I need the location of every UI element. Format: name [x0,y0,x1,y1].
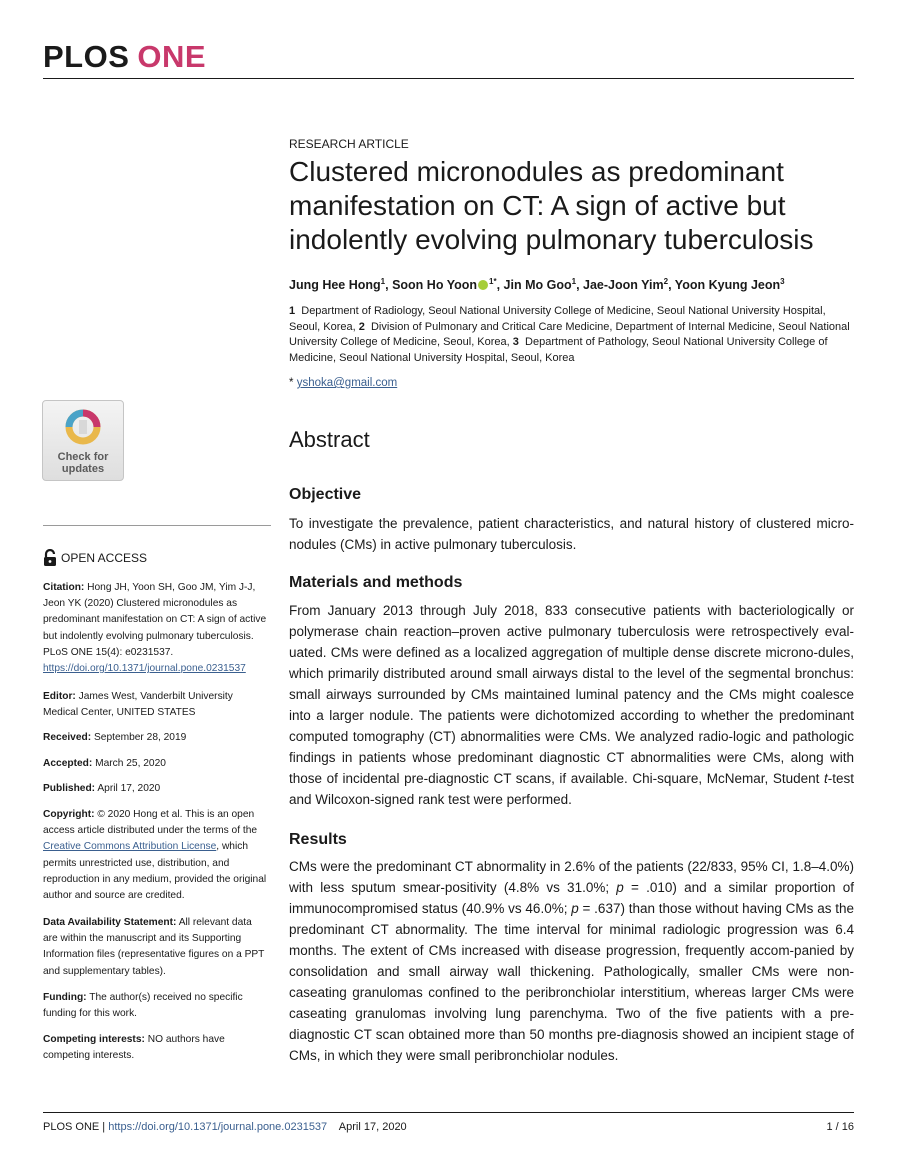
header-rule [43,78,854,79]
results-text [289,856,854,1066]
corresponding-email [289,377,397,389]
received-label: Received: [43,732,92,743]
published-date: April 17, 2020 [97,783,161,794]
affiliation-number: 3 [512,336,519,348]
published-label: Published: [43,783,96,794]
funding-label: Funding: [43,992,87,1003]
author-affiliation: 1 [380,277,386,286]
journal-logo [43,40,206,74]
methods-text-part: -test and Wilcoxon-signed rank test were performed. [289,771,854,807]
affiliation-text: Division of Pulmonary and Critical Care Medicine, Department of Internal Medicine, Seoul National University College of Medicine, Seoul, Korea, [289,320,850,348]
article-title: Clustered micronodules as predominant manifestation on CT: A sign of active but indolently evolving pulmonary tuberculosis [289,156,814,255]
author-name[interactable]: Jung Hee Hong [289,278,381,293]
accepted-block [43,756,269,772]
received-date: September 28, 2019 [93,732,187,743]
author-name[interactable]: Soon Ho Yoon [392,278,478,293]
sidebar-divider [43,525,271,526]
competing-interests-text: NO authors have competing interests. [43,1034,225,1062]
affiliation-number: 1 [289,305,296,317]
footer-rule [43,1112,854,1113]
affiliations [289,304,854,366]
citation-text: Hong JH, Yoon SH, Goo JM, Yim J-J, Jeon YK (2020) Clustered micronodules as predominant manifestation on CT: A sign of active but indolently evolving pulmonary tuberculosis. PLoS ONE 15(4): e0231537. [43,582,267,658]
abstract-heading: Abstract [289,427,370,452]
editor-label: Editor: [43,691,76,702]
check-for-updates-badge[interactable] [42,400,124,481]
methods-heading: Materials and methods [289,574,463,591]
license-link[interactable]: Creative Commons Attribution License [43,841,217,853]
author-affiliation: 2 [663,277,669,286]
author-name[interactable]: Yoon Kyung Jeon [674,278,781,293]
results-text-part: = .637) than those without having CMs as the predominant CT abnormality. The time interval for minimal radiologic progression was 6.4 months. The extent of CMs increased with disease progression, frequently accom-panied by consolidation and small airway wall thickening. Pathologically, smaller CMs were non-caseating granulomas confined to the peribronchiolar interstitium, whereas larger CMs were caseating granulomas involving lung parenchyma. Two of the five patients with a pre-diagnostic CT scan obtained more than 50 months pre-diagnosis showed an incipient stage of CMs, in which they were small peribronchiolar nodules. [289,901,854,1063]
results-text-part: CMs were the predominant CT abnormality in 2.6% of the patients (22/833, 95% CI, 1.8–4.0%) with less sputum smear-positivity (4.8% vs 31.0%; [289,859,854,895]
orcid-icon[interactable] [478,280,488,290]
footer-doi-link[interactable]: https://doi.org/10.1371/journal.pone.0231537 [108,1121,328,1133]
copyright-text-end: , which permits unrestricted use, distribution, and reproduction in any medium, provided the original author and source are credited. [43,841,267,902]
methods-text [289,600,854,810]
results-p-symbol: p [571,901,579,916]
corresponding-marker: * [289,377,294,389]
results-p-symbol: p [616,880,624,895]
footer-journal: PLOS ONE | [43,1121,106,1133]
competing-interests-block [43,1032,269,1064]
results-text-part: = .010) and a similar proportion of immunocompromised status (40.9% vs 46.0%; [289,880,854,916]
open-access [43,549,147,566]
check-for-updates-label [43,451,123,475]
author-affiliation: 1* [489,277,497,286]
editor-text: James West, Vanderbilt University Medical Center, UNITED STATES [43,691,233,719]
received-block [43,730,269,746]
badge-line-2: updates [61,463,105,475]
footer [43,1121,407,1133]
funding-block [43,990,269,1022]
affiliation-text: Department of Pathology, Seoul National University College of Medicine, Seoul National University Hospital, Seoul, Korea [289,336,828,364]
article-type: RESEARCH ARTICLE [289,137,409,151]
author-list: Jung Hee Hong$^1$, Soon Ho Yoon $^{1*}$, Jin Mo Goo$^1$, Jae-Joon Yim$^2$, Yoon Kyung Jeon$^3$ [289,277,785,293]
page-number: 1 / 16 [826,1121,854,1133]
author-affiliation: 1 [571,277,577,286]
objective-heading: Objective [289,486,362,503]
badge-line-1: Check for [57,451,109,463]
data-availability-label: Data Availability Statement: [43,917,177,928]
journal-logo-plos: PLOS [43,39,130,74]
footer-date: April 17, 2020 [338,1121,407,1133]
citation-doi-link[interactable]: https://doi.org/10.1371/journal.pone.0231537 [43,663,246,675]
data-availability-text: All relevant data are within the manuscript and its Supporting Information files (representative figures on a PPT and supplementary tables). [43,917,265,977]
accepted-label: Accepted: [43,758,93,769]
citation-label: Citation: [43,582,85,593]
editor-block [43,689,269,721]
published-block [43,781,269,797]
citation-block [43,580,269,677]
check-for-updates-icon [64,408,102,446]
open-access-label: OPEN ACCESS [61,550,148,565]
copyright-text: © 2020 Hong et al. This is an open access article distributed under the terms of the [43,809,258,837]
author-name[interactable]: Jae-Joon Yim [583,278,664,293]
copyright-block [43,807,269,904]
journal-logo-one: ONE [137,39,207,74]
affiliation-text: Department of Radiology, Seoul National University College of Medicine, Seoul National University Hospital, Seoul, Korea, [289,305,826,333]
email-link[interactable]: yshoka@gmail.com [296,377,398,389]
funding-text: The author(s) received no specific funding for this work. [43,992,243,1020]
copyright-label: Copyright: [43,809,95,820]
competing-interests-label: Competing interests: [43,1034,145,1045]
data-availability-block [43,915,269,980]
author-name[interactable]: Jin Mo Goo [503,278,572,293]
objective-text: To investigate the prevalence, patient characteristics, and natural history of clustered micro-nodules (CMs) in active pulmonary tuberculosis. [289,516,854,552]
affiliation-number: 2 [358,320,365,333]
accepted-date: March 25, 2020 [95,758,166,769]
open-lock-icon [43,549,57,566]
methods-t-symbol: t [823,771,828,786]
results-heading: Results [289,831,347,848]
author-affiliation: 3 [780,277,785,286]
methods-text-part: From January 2013 through July 2018, 833 consecutive patients with bacteriologically or polymerase chain reaction–proven active pulmonary tuberculosis were retrospectively eval-uated. CMs were defined as a localized aggregation of multiple dense discrete microno-dules, which primarily distributed around small airways distal to the level of the segmental bronchus: small airways surrounded by CMs maintained luminal patency and the CMs might coalesce into a larger nodule. The patients were dichotomized according to whether the predominant computed tomography (CT) abnormalities were CMs. We analyzed radio-logic and pathologic findings in patients whose predominant diagnostic CT abnormalities were CMs, along with those of incidental pre-diagnostic CT scans, if available. Chi-square, McNemar, Student [289,603,854,786]
